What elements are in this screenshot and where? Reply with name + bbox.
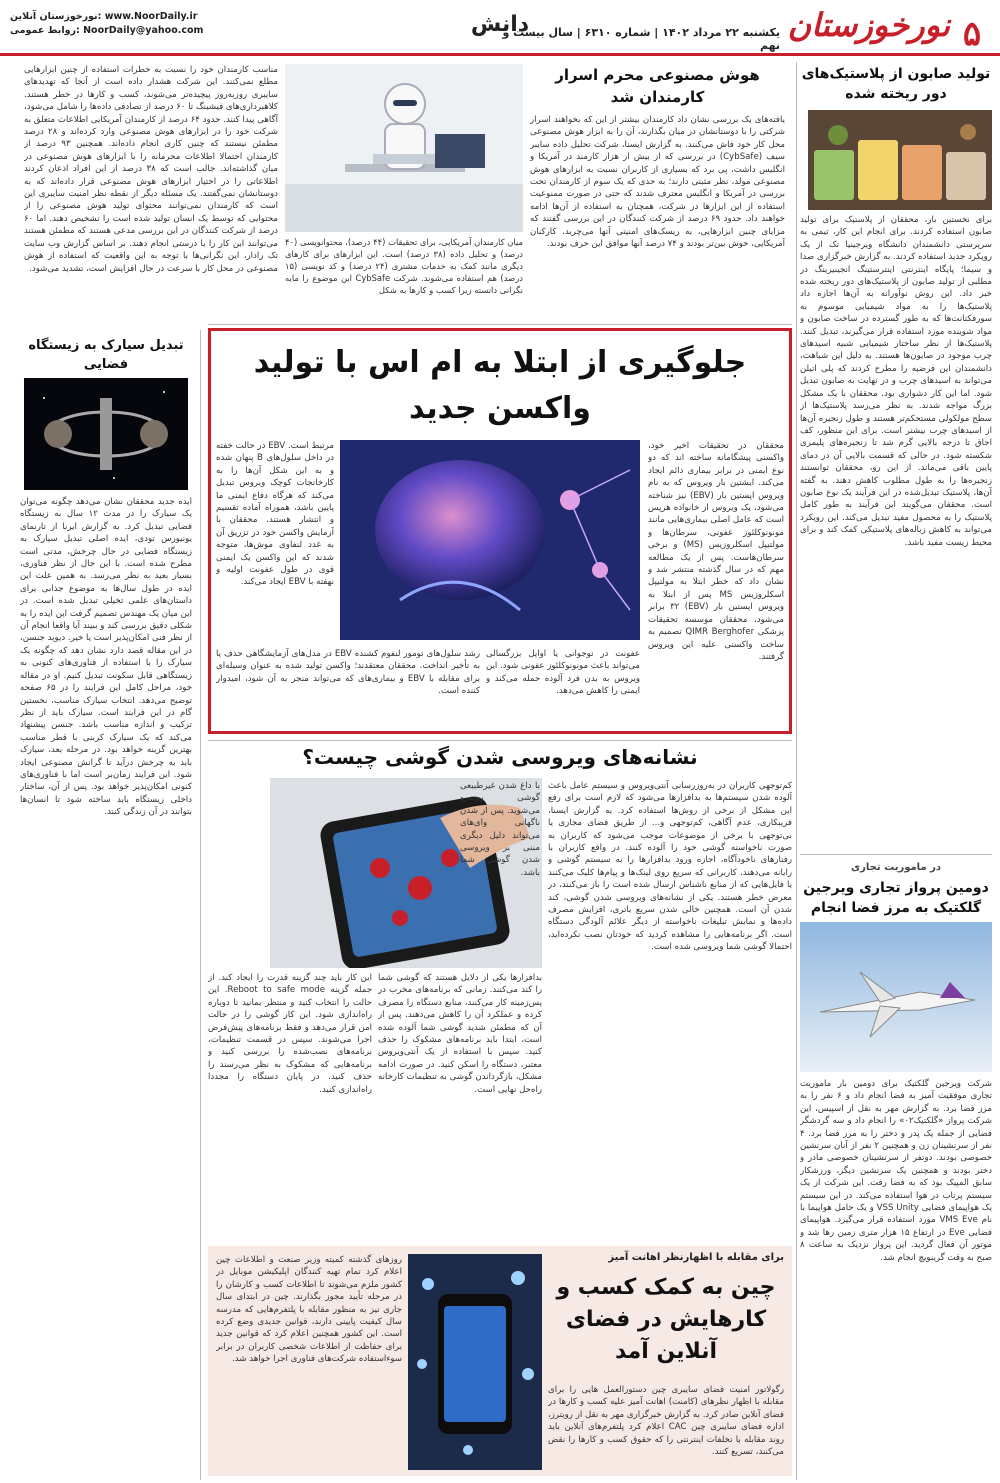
china-article-body-left: روزهای گذشته کمیته وزیر صنعت و اطلاعات چین اعلام کرد تمام تهیه کنندگان اپلیکیشن موبایل در کشور ملزم می‌شوند تا اطلاعات کسب و کارشان را در مرحله تأیید مجوز بگذارند. چین در ابتدای سال جاری نیز به منظور مقابله با پلتفرم‌هایی که مدرسه سال کیفیت پایینی دارند، قوانین جدیدی وضع کرده است. این کشور همچنین اعلام کرد که قوانین جدید برای حفاظت از اطلاعات شخصی کاربران در برابر سوءاستفاده شرکت‌های فناوری اجرا خواهد شد. [216, 1255, 402, 1365]
soap-article-headline[interactable]: تولید صابون از پلاستیک‌های دور ریخته شده [801, 66, 991, 102]
brain-image [340, 440, 640, 640]
robot-image [285, 64, 523, 232]
ms-feature-body-bottom-left: رشد سلول‌های تومور لنفوم کشنده EBV در مدل‌های آزمایشگاهی حذف یا به تأخیر انداخت. محققان معتقدند؛ واکسن تولید شده به عنوان وسیله‌ای برای مقابله با EBV و بیماری‌های که می‌تواند منجر به آن شود، امیدوار کننده است. [216, 649, 480, 697]
section-rule [800, 854, 992, 855]
ai-article-body-left: مناسب کارمندان خود را نسبت به خطرات استفاده از چنین ابزارهایی مطلع نمی‌کنند. این شرکت هشدار داده است از آنجا که تهدیدهای سایبری روزبه‌روز پیچیده‌تر می‌شوند، کسب و کارها در خطر هستند. کلاهبرداری‌های فیشینگ تا ۶۰ درصد از تصادفی داده‌ها را شامل می‌شود، آگاهی پیدا کنند. حدود ۶۴ درصد از کارمندان آمریکایی اطلاعات متعلق به شرکت خود را در ابزارهای هوش مصنوعی وارد کرده‌اند و ۲۸ درصد مطمئن نیستند که چنین کاری انجام داده‌اند. همچنین ۹۳ درصد از کارمندان احتمالا اطلاعات محرمانه را با ابزارهای هوش مصنوعی در میان گذاشته‌اند. جالب است که ۳۸ درصد از این افراد اذعان کردند اطلاعاتی را در اختیار ابزارهای هوش مصنوعی قرار داده‌اند که به دوستانشان نمی‌گفتند. یک مسئله دیگر از نقطه نظر امنیت سایبری این است که کارمندان نمی‌توانند محتوای تولید هوش مصنوعی را از محتوایی که توسط یک انسان تولید شده است را تشخیص دهند. اما ۶۰ درصد از شرکت کنندگان در این بررسی مدعی هستند که مطمئن هستند می‌توانند این کار را با درستی انجام دهند. بر اساس گزارش وب سایت تک رادار، این نگرانی‌ها با توجه به این واقعیت که استفاده از هوش مصنوعی در محل کار با سرعت در حال افزایش است، تشدید می‌شود. [24, 65, 278, 274]
contact-email[interactable]: روابط عمومی: NoorDaily@yahoo.com [10, 25, 204, 36]
section-rule [208, 324, 792, 325]
contact-info [10, 10, 210, 38]
social-media-phone-image [408, 1254, 542, 1470]
virus-article-headline[interactable]: نشانه‌های ویروسی شدن گوشی چیست؟ [302, 745, 698, 769]
page-number: ۵ [962, 14, 982, 54]
soap-image [808, 110, 992, 210]
planet-article-headline[interactable]: تبدیل سیارک به زیستگاه فضایی [28, 338, 184, 372]
section-rule [208, 740, 792, 741]
aviation-article-body: شرکت ویرجین گلکتیک برای دومین بار ماموریت تجاری موفقیت آمیز به فضا انجام داد و ۶ نفر را به مرز فضا برد. به گزارش مهر به نقل از اسپیس، این شرکت پرواز «گلکتیک۰۲» را انجام داد و سه گردشگر فضایی از جمله یک پدر و دختر را به مرز فضا برد. ۴ نفر از سرنشینان زن و همچنین ۲ نفر از آنان سرنشین خصوصی بودند. دوتفر از سرنشینان خصوصی مادر و دختر بودند و همچنین یک سرنشین دیگر، ورزشکار سابق المپیک بود که به فضا رفت. این شرکت از یک سیستم پرتاب در هوا استفاده می‌کند. در این سیستم یک هواپیمای فضایی VSS Unity و یک حامل هواپیما با نام VMS Eve مورد استفاده قرار می‌گیرد. هواپیمای فضایی Eve در ارتفاع ۱۵ هزار متری زمین رها شد و موتور آن فعال گردید. این پرواز نزدیک به ساعت ۸ صبح به وقت گرینویچ انجام شد. [800, 1079, 992, 1263]
spaceplane-image [800, 922, 992, 1072]
section-title: دانش [470, 12, 530, 37]
ai-article-body-right: یافته‌های یک بررسی نشان داد کارمندان بیشتر از این که بخواهند اسرار شرکتی را با دوستانشان در میان بگذارند، آن را به ابزار هوش مصنوعی محل کار خود فاش می‌کنند. به گزارش ایسنا، شرکت تحلیل داده سایبر سیف (CybSafe) در بررسی که از بیش از هزار کارمند در آمریکا و انگلیس داشت، پی برد که بسیاری از کاربران نسبت به ابزارهای هوش مصنوعی مولد، نظر مثبتی دارند؛ به حدی که یک سوم از کارمندان تحت بررسی در آمریکا و انگلیس معترف شدند که حتی در صورت ممنوعیت استفاده از این ابزارها در شرکت، همچنان به استفاده از آن‌ها ادامه خواهند داد. حدود ۶۹ درصد از شرکت کنندگان در این بررسی گفتند که مزایای چنین ابزارهایی، به ریسک‌های امنیتی آنها می‌چربد. کارکنان آمریکایی، خوش بین‌تر بودند و ۷۴ درصد آنها موافق این حرف بودند. [530, 115, 785, 250]
china-kicker: برای مقابله با اظهارنظر اهانت آمیز [608, 1252, 784, 1263]
soap-article-body: برای نخستین بار، محققان از پلاستیک برای تولید صابون استفاده کردند. برای انجام این کار، تیمی به سرپرستی دانشمندان دانشگاه ویرجینیا تک از یک رویکرد جدید استفاده کردند. به گزارش خبرگزاری صدا و سیما؛ پایگاه اینترنتی اینترستینگ انجینیرینگ در مطلبی از تولید صابون از پلاستیک‌های دور ریخته شده خبر داد. این روش نوآورانه به آن‌ها اجازه داد پلاستیک‌ها را به مواد شیمیایی موسوم به سورفکتانت‌ها که به طور گسترده در ساخت صابون و مواد شوینده مورد استفاده قرار می‌گیرند، تبدیل کنند. پلاستیک‌ها از نظر ساختار شیمیایی شبیه اسیدهای چرب موجود در صابون‌ها هستند. به دلیل این شباهت، دانشمندان این فرضیه را مطرح کردند که پلی اتیلن می‌تواند به اسیدهای چرب و در نهایت به صابون تبدیل شود. اما این کار دشواری بود. محققان با یک مشکل بزرگ مواجه شدند. به نظر می‌رسد پلاستیک‌ها از سطح مولکولی مستحکم‌تر هستند و طول زنجیره آن‌ها از اسیدهای چرب بیشتر است. برای این منظور، کف اجاق تا درجه بالایی گرم شد تا زنجیره‌های پلیمری شکسته شود. در حالی که قسمت بالایی آن در دمای پایین باقی می‌ماند. از این رو، محققان توانستند زنجیره‌ها را به طول مطلوب کاهش دهند. به گفته آن‌ها، پلاستیک تبدیل‌شده در این فرآیند یک نوع صابون است. محققان می‌گویند این فرآیند به طور کامل پلاستیک را به محصول مفید تبدیل می‌کند. این رویکرد می‌تواند به کاهش زباله‌های پلاستیکی کمک کند و برای محیط زیست مفید باشد. [800, 215, 992, 548]
china-article-body-right: رگولاتور امنیت فضای سایبری چین دستورالعمل هایی را برای مقابله با اظهار نظرهای (کامنت) اهانت آمیز علیه کسب و کارها در فضای آنلاین صادر کرد. به گزارش خبرگزاری مهر به نقل از رویترز، اداره فضای سایبری چین CAC اعلام کرد پلتفرم‌های آنلاین باید روند مقابله با تخلفات اینترنتی را که حقوق کسب و کارها را نقض می‌کنند، تسریع کنند. [548, 1385, 784, 1458]
virus-article-body-left-a: بدافزارها یکی از دلایل هستند که گوشی شما را کند می‌کنند. زمانی که برنامه‌های مخرب در پس‌زمینه کار می‌کنند، منابع دستگاه را مصرف کرده و عملکرد آن را کاهش می‌دهند. پس از آن که مطمئن شدید گوشی شما آلوده شده است، ابتدا باید برنامه‌های مشکوک را حذف کنید. سپس با استفاده از یک آنتی‌ویروس معتبر، دستگاه را اسکن کنید. در صورت ادامه مشکل، بازگرداندن گوشی به تنظیمات کارخانه راه‌حل نهایی است. [378, 973, 542, 1095]
aviation-article-headline[interactable]: دومین پرواز تجاری ویرجین گلکتیک به مرز فضا انجام [803, 880, 989, 916]
ms-feature-body-bottom-right: عفونت در نوجوانی یا اوایل بزرگسالی می‌تواند باعث مونونوکلئوز عفونی شود. این ویروس به بدن فرد آلوده حمله می‌کند و ایمنی را کاهش می‌دهد. [486, 649, 640, 697]
ai-article-caption: میان کارمندان آمریکایی، برای تحقیقات (۴۴ درصد)، محتوانویسی (۴۰ درصد) و تحلیل داده (۳۸ درصد) است. این ابزارهای برای کارهای دیگری مانند کمک به خدمات مشتری (۲۴ درصد) و کد نویسی (۱۵ درصد) هم استفاده می‌شوند. شرکت CybSafe این موضوع را مایه نگرانی دانسته زیرا کسب و کارها به شکل [285, 237, 524, 295]
virus-article-body-left-b: این کار باید چند گزینه قدرت را ایجاد کند. از جمله گزینه Reboot to safe mode. این حالت را انتخاب کنید و منتظر بمانید تا دوباره راه‌اندازی شود. این کار گوشی را در حالت امن قرار می‌دهد و فقط برنامه‌های پیش‌فرض اجرا می‌شوند. سپس در قسمت تنظیمات، برنامه‌های نصب‌شده را بررسی کنید و برنامه‌هایی که مشکوک به نظر می‌رسند را حذف کنید. در پایان دستگاه را مجددا راه‌اندازی کنید. [208, 973, 372, 1095]
column-rule [200, 330, 201, 1480]
ai-article-headline[interactable]: هوش مصنوعی محرم اسرار کارمندان شد [555, 66, 760, 106]
column-rule [796, 62, 797, 1480]
dateline: یکشنبه ۲۲ مرداد ۱۴۰۲ | شماره ۶۳۱۰ | سال بیست و نهم [502, 26, 780, 52]
space-habitat-image [24, 378, 188, 490]
ms-feature-headline[interactable]: جلوگیری از ابتلا به ام اس با تولید واکسن جدید [253, 345, 747, 426]
ms-feature-body-left: مرتبط است. EBV در حالت خفته در داخل سلول‌های B پنهان شده و به این شکل آن‌ها را به کارخانجات کوچک ویروس تبدیل می‌کند که هرگاه دفاع ایمنی ما پایین باشد، هموراه آماده تقسیم و انتشار هستند. محققان با آزمایش واکسن خود در تزریق آن به غدد لنفاوی موش‌ها، متوجه شدند که این واکسن یک ایمنی قوی در طول عفونت اولیه و نهفته با EBV ایجاد می‌کند. [216, 441, 334, 588]
virus-article-body-right: کم‌توجهی کاربران در به‌روزرسانی آنتی‌ویروس و سیستم عامل باعث آلوده شدن سیستم‌ها به بدافزارها می‌شود که لازم است برای رفع این مشکل از برخی از روش‌ها استفاده کرد. به گزارش ایسنا، فریبکاری، عدم آگاهی، کم‌توجهی و... از طریق فضای مجازی یا بی‌توجهی با برخی از موضوعات موجب می‌شود که کاربران به صورت ناخواسته گوشی خود را آلوده کنند. در واقع کاربران با رفتارهای ناخودآگاه، اجازه ورود بدافزارها را به سیستم گوشی و رایانه می‌دهند. کاربرانی که سریع روی لینک‌ها و پیام‌ها کلیک می‌کنند یا فایل‌هایی که از منابع ناشناس ارسال شده است را باز می‌کنند، در معرض خطر هستند. یکی از نشانه‌های ویروسی شدن گوشی، کند شدن آن است. همچنین خالی شدن سریع باتری، افزایش مصرف داده‌ها و نمایش تبلیغات ناخواسته از دیگر علائم آلودگی دستگاه است. اگر برنامه‌هایی را مشاهده کردید که خودتان نصب نکرده‌اید، احتمالا گوشی شما ویروسی شده است. [548, 781, 792, 953]
planet-article-body: ایده جدید محققان نشان می‌دهد چگونه می‌توان یک سیارک را در مدت ۱۲ سال به زیستگاه فضایی تبدیل کرد. به گزارش ایرنا از تارنمای یونیورس تودی، ایده اصلی تبدیل سیارک به زیستگاه فضایی در حال چرخش، مدتی است مطرح شده است. با این حال از نظر فناوری، بسیار بعید به نظر می‌رسد. به همین علت این ایده در طول سال‌ها به موضوع جذابی برای داستان‌های علمی تخیلی تبدیل شده است. در این میان یک مهندس تصمیم گرفت این ایده را به شکلی دقیق بررسی کند و ببیند آیا واقعا انجام آن از نظر فنی امکان‌پذیر است یا خیر. دیوید جنسن، در این مقاله قصد دارد نشان دهد که چگونه یک سیارک را با استفاده از فناوری‌های کنونی به زیستگاهی قابل سکونت تبدیل کنیم. او در مقاله خود، مراحل کامل این فرایند را در ۶۵ صفحه توضیح می‌دهد. انتخاب سیارک مناسب، نخستین گام در این فرایند است. سیارک باید از نظر ترکیب و اندازه مناسب باشد. جنسن پیشنهاد می‌کند که یک سیارک کربنی با قطر مناسب بهترین گزینه خواهد بود. در مرحله بعد، سیارک باید به چرخش درآید تا گرانش مصنوعی ایجاد شود. این فرایند زمان‌بر است اما با فناوری‌های کنونی امکان‌پذیر خواهد بود. پس از آن، ساختار داخلی زیستگاه باید ساخته شود تا انسان‌ها بتوانند در آن زندگی کنند. [20, 497, 192, 818]
aviation-kicker: در ماموریت تجاری [851, 862, 941, 873]
contact-site[interactable]: نورخوزستان آنلاین: www.NoorDaily.ir [10, 11, 198, 22]
china-article-headline[interactable]: چین به کمک کسب و کارهایش در فضای آنلاین آمد [556, 1275, 776, 1364]
virus-article-body-mid: با داغ شدن غیرطبیعی گوشی روبه‌رو می‌شوید. پس از شدن ناگهانی و‌ای‌های می‌تواند دلیل دیگری مبنی بر ویروسی شدن گوشی شما باشد. [460, 781, 540, 878]
newspaper-logo: نورخوزستان [787, 6, 950, 44]
ms-feature-body-right: محققان در تحقیقات اخیر خود، واکسنی پیشگامانه ساخته اند که دو نوع ایمنی در برابر بیماری دائم ایجاد می‌کند. ایشتین بار ویروس که به نام ویروس اپستین بار (EBV) نیز شناخته می‌شود، یک ویروس از خانواده هرپس است که عامل اصلی بیماری‌هایی مانند مونونوکلئوز عفونی، سرطان‌ها و مولتیپل اسکلروزیس (MS) و برخی سرطان‌هاست. پس از یک مطالعه مهم که در سال گذشته منتشر شد و نشان داد که خطر ابتلا به مولتیپل اسکلروزیس MS پس از ابتلا به ویروس اپستین بار (EBV) ۳۲ برابر می‌شود، محققان موسسه تحقیقات پزشکی QIMR Berghofer تصمیم به ساخت واکسنی علیه این ویروس گرفتند. [648, 441, 784, 662]
